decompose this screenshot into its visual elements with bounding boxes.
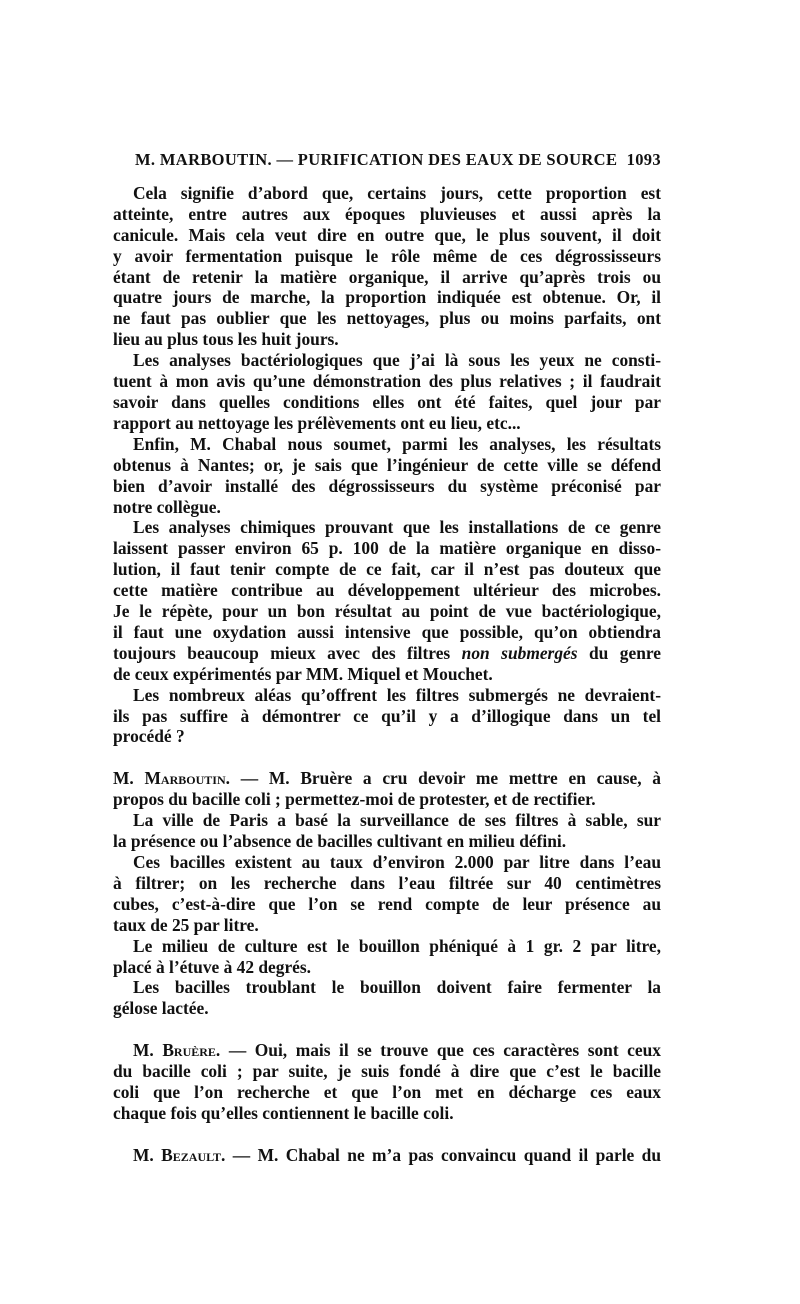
text-line: lieu au plus tous les huit jours. — [113, 329, 339, 350]
paragraph-4 — [113, 517, 661, 684]
paragraph-marboutin-reply — [113, 768, 661, 810]
text-line: Les analyses bactériologiques que j’ai là sous les yeux ne consti- — [133, 350, 661, 371]
text-line: la présence ou l’absence de bacilles cultivant en milieu défini. — [113, 831, 567, 852]
paragraph-1 — [113, 183, 661, 350]
paragraph-7 — [113, 810, 661, 852]
text-line: canicule. Mais cela veut dire en outre que, le plus souvent, il doit — [113, 224, 661, 245]
paragraph-10 — [113, 977, 661, 1019]
text-line: il faut une oxydation aussi intensive que possible, qu’on obtiendra — [113, 621, 661, 642]
text-line — [113, 1145, 661, 1166]
text-line — [113, 643, 661, 664]
text-line: cette matière contribue au développement ultérieur des microbes. — [113, 580, 661, 601]
text-line: ne faut pas oublier que les nettoyages, plus ou moins parfaits, ont — [113, 308, 661, 329]
text-line — [113, 1040, 661, 1061]
text-line: tuent à mon avis qu’une démonstration des plus relatives ; il faudrait — [113, 371, 661, 392]
text-line: Le milieu de culture est le bouillon phéniqué à 1 gr. 2 par litre, — [133, 935, 661, 956]
text-line: La ville de Paris a basé la surveillance de ses filtres à sable, sur — [133, 810, 661, 831]
text-line: gélose lactée. — [113, 998, 209, 1019]
text-run: — M. Chabal ne m’a pas convaincu quand il parle du — [225, 1144, 661, 1165]
text-line: ils pas suffire à démontrer ce qu’il y a d’illogique dans un tel — [113, 705, 661, 726]
speaker-name: Bruère. — [162, 1040, 221, 1061]
section-gap — [113, 747, 661, 768]
text-line: Cela signifie d’abord que, certains jours, cette proportion est — [133, 182, 661, 203]
text-line: Enfin, M. Chabal nous soumet, parmi les analyses, les résultats — [133, 433, 661, 454]
text-line: chaque fois qu’elles contiennent le bacille coli. — [113, 1102, 454, 1123]
italic-text: non submergés — [461, 642, 578, 663]
text-line: quatre jours de marche, la proportion indiquée est obtenue. Or, il — [113, 287, 661, 308]
text-run: — M. Bruère a cru devoir me mettre en cause, à — [229, 768, 661, 789]
text-line: du bacille coli ; par suite, je suis fondé à dire que c’est le bacille — [113, 1061, 661, 1082]
text-line: procédé ? — [113, 726, 185, 747]
page-number: 1093 — [626, 150, 661, 169]
text-line: Ces bacilles existent au taux d’environ 2.000 par litre dans l’eau — [133, 852, 661, 872]
paragraph-9 — [113, 936, 661, 978]
text-line: notre collègue. — [113, 496, 221, 517]
paragraph-3 — [113, 434, 661, 518]
text-run: toujours beaucoup mieux avec des filtres — [113, 642, 462, 663]
text-run: du genre — [577, 642, 662, 663]
text-line: obtenus à Nantes; or, je sais que l’ingénieur de cette ville se défend — [113, 454, 661, 475]
text-line: coli que l’on recherche et que l’on met en décharge ces eaux — [113, 1082, 661, 1103]
text-line — [113, 768, 661, 789]
text-line: étant de retenir la matière organique, il arrive qu’après trois ou — [113, 266, 661, 287]
paragraph-2 — [113, 350, 661, 434]
text-run: — Oui, mais il se trouve que ces caractères sont ceux — [220, 1040, 661, 1061]
text-line: taux de 25 par litre. — [113, 914, 259, 935]
text-line: Les bacilles troublant le bouillon doivent faire fermenter la — [133, 977, 661, 998]
text-line: de ceux expérimentés par MM. Miquel et Mouchet. — [113, 663, 493, 684]
text-line: placé à l’étuve à 42 degrés. — [113, 956, 312, 977]
section-gap — [113, 1019, 661, 1040]
paragraph-8 — [113, 852, 661, 936]
text-line: rapport au nettoyage les prélèvements ont eu lieu, etc... — [113, 412, 521, 433]
text-line: cubes, c’est-à-dire que l’on se rend compte de leur présence au — [113, 893, 661, 914]
text-line: à filtrer; on les recherche dans l’eau filtrée sur 40 centimètres — [113, 872, 661, 893]
running-header — [135, 150, 661, 171]
speaker-title: M. — [113, 768, 134, 789]
text-line: bien d’avoir installé des dégrossisseurs du système préconisé par — [113, 475, 661, 496]
page-body — [113, 150, 661, 1166]
text-line: Les analyses chimiques prouvant que les installations de ce genre — [133, 517, 661, 538]
text-line: Les nombreux aléas qu’offrent les filtres submergés ne devraient- — [133, 684, 661, 705]
text-line: y avoir fermentation puisque le rôle même de ces dégrossisseurs — [113, 245, 661, 266]
running-title: M. MARBOUTIN. — PURIFICATION DES EAUX DE SOURCE — [135, 150, 618, 169]
section-gap — [113, 1124, 661, 1145]
text-line: laissent passer environ 65 p. 100 de la matière organique en disso- — [113, 538, 661, 559]
paragraph-bruere-reply — [113, 1040, 661, 1124]
paragraph-bezault — [113, 1145, 661, 1166]
speaker-name: Marboutin. — [144, 768, 230, 789]
paragraph-5 — [113, 685, 661, 748]
text-line: atteinte, entre autres aux époques pluvieuses et aussi après la — [113, 203, 661, 224]
text-line: lution, il faut tenir compte de ce fait, car il n’est pas douteux que — [113, 559, 661, 580]
speaker-title: M. — [133, 1040, 154, 1061]
text-line: propos du bacille coli ; permettez-moi de protester, et de rectifier. — [113, 789, 596, 810]
speaker-title: M. — [133, 1144, 154, 1165]
text-line: savoir dans quelles conditions elles ont été faites, quel jour par — [113, 391, 661, 412]
speaker-name: Bezault. — [161, 1144, 226, 1165]
text-line: Je le répète, pour un bon résultat au point de vue bactériologique, — [113, 601, 661, 622]
